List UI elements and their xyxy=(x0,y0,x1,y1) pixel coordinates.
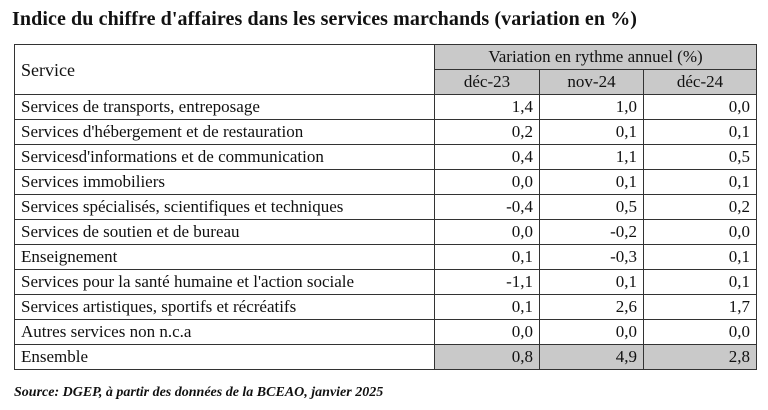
row-value: 0,0 xyxy=(644,320,757,345)
row-value: 0,2 xyxy=(644,195,757,220)
variation-group-header: Variation en rythme annuel (%) xyxy=(435,45,757,70)
row-value: -1,1 xyxy=(435,270,540,295)
row-label: Services d'hébergement et de restauration xyxy=(15,120,435,145)
table-row xyxy=(15,120,757,145)
table-row xyxy=(15,95,757,120)
row-value: 0,0 xyxy=(435,320,540,345)
page-title: Indice du chiffre d'affaires dans les services marchands (variation en %) xyxy=(12,8,638,30)
table-row xyxy=(15,245,757,270)
row-value: 2,6 xyxy=(540,295,644,320)
period-header: nov-24 xyxy=(540,70,644,95)
total-value: 2,8 xyxy=(644,345,757,370)
row-label: Enseignement xyxy=(15,245,435,270)
row-value: -0,3 xyxy=(540,245,644,270)
row-label: Autres services non n.c.a xyxy=(15,320,435,345)
row-label: Services immobiliers xyxy=(15,170,435,195)
row-value: 0,1 xyxy=(435,245,540,270)
row-value: 0,0 xyxy=(644,95,757,120)
row-label: Services spécialisés, scientifiques et techniques xyxy=(15,195,435,220)
row-value: 0,1 xyxy=(435,295,540,320)
period-header: déc-23 xyxy=(435,70,540,95)
service-column-header: Service xyxy=(15,45,435,95)
row-value: 1,0 xyxy=(540,95,644,120)
row-value: 1,1 xyxy=(540,145,644,170)
row-value: 0,0 xyxy=(435,170,540,195)
period-header: déc-24 xyxy=(644,70,757,95)
row-value: 0,1 xyxy=(644,170,757,195)
table-row xyxy=(15,295,757,320)
row-label: Services de soutien et de bureau xyxy=(15,220,435,245)
row-value: -0,4 xyxy=(435,195,540,220)
table-row xyxy=(15,145,757,170)
row-value: 0,4 xyxy=(435,145,540,170)
row-value: 0,5 xyxy=(644,145,757,170)
row-value: 1,7 xyxy=(644,295,757,320)
table-row xyxy=(15,170,757,195)
row-value: 0,1 xyxy=(644,270,757,295)
row-value: 0,5 xyxy=(540,195,644,220)
row-value: 0,1 xyxy=(540,270,644,295)
total-value: 4,9 xyxy=(540,345,644,370)
row-value: 0,1 xyxy=(644,120,757,145)
source-note: Source: DGEP, à partir des données de la BCEAO, janvier 2025 xyxy=(14,385,384,400)
row-value: 0,0 xyxy=(540,320,644,345)
table-row xyxy=(15,220,757,245)
row-label: Services de transports, entreposage xyxy=(15,95,435,120)
header-row-top xyxy=(15,45,757,70)
table-row xyxy=(15,270,757,295)
row-value: -0,2 xyxy=(540,220,644,245)
row-label: Services pour la santé humaine et l'action sociale xyxy=(15,270,435,295)
row-value: 0,1 xyxy=(644,245,757,270)
row-value: 0,0 xyxy=(644,220,757,245)
row-value: 0,0 xyxy=(435,220,540,245)
total-row xyxy=(15,345,757,370)
row-label: Services artistiques, sportifs et récréatifs xyxy=(15,295,435,320)
row-label: Servicesd'informations et de communication xyxy=(15,145,435,170)
services-table xyxy=(14,44,757,370)
total-value: 0,8 xyxy=(435,345,540,370)
total-label: Ensemble xyxy=(15,345,435,370)
table-row xyxy=(15,320,757,345)
row-value: 0,1 xyxy=(540,170,644,195)
table-row xyxy=(15,195,757,220)
row-value: 1,4 xyxy=(435,95,540,120)
row-value: 0,1 xyxy=(540,120,644,145)
row-value: 0,2 xyxy=(435,120,540,145)
